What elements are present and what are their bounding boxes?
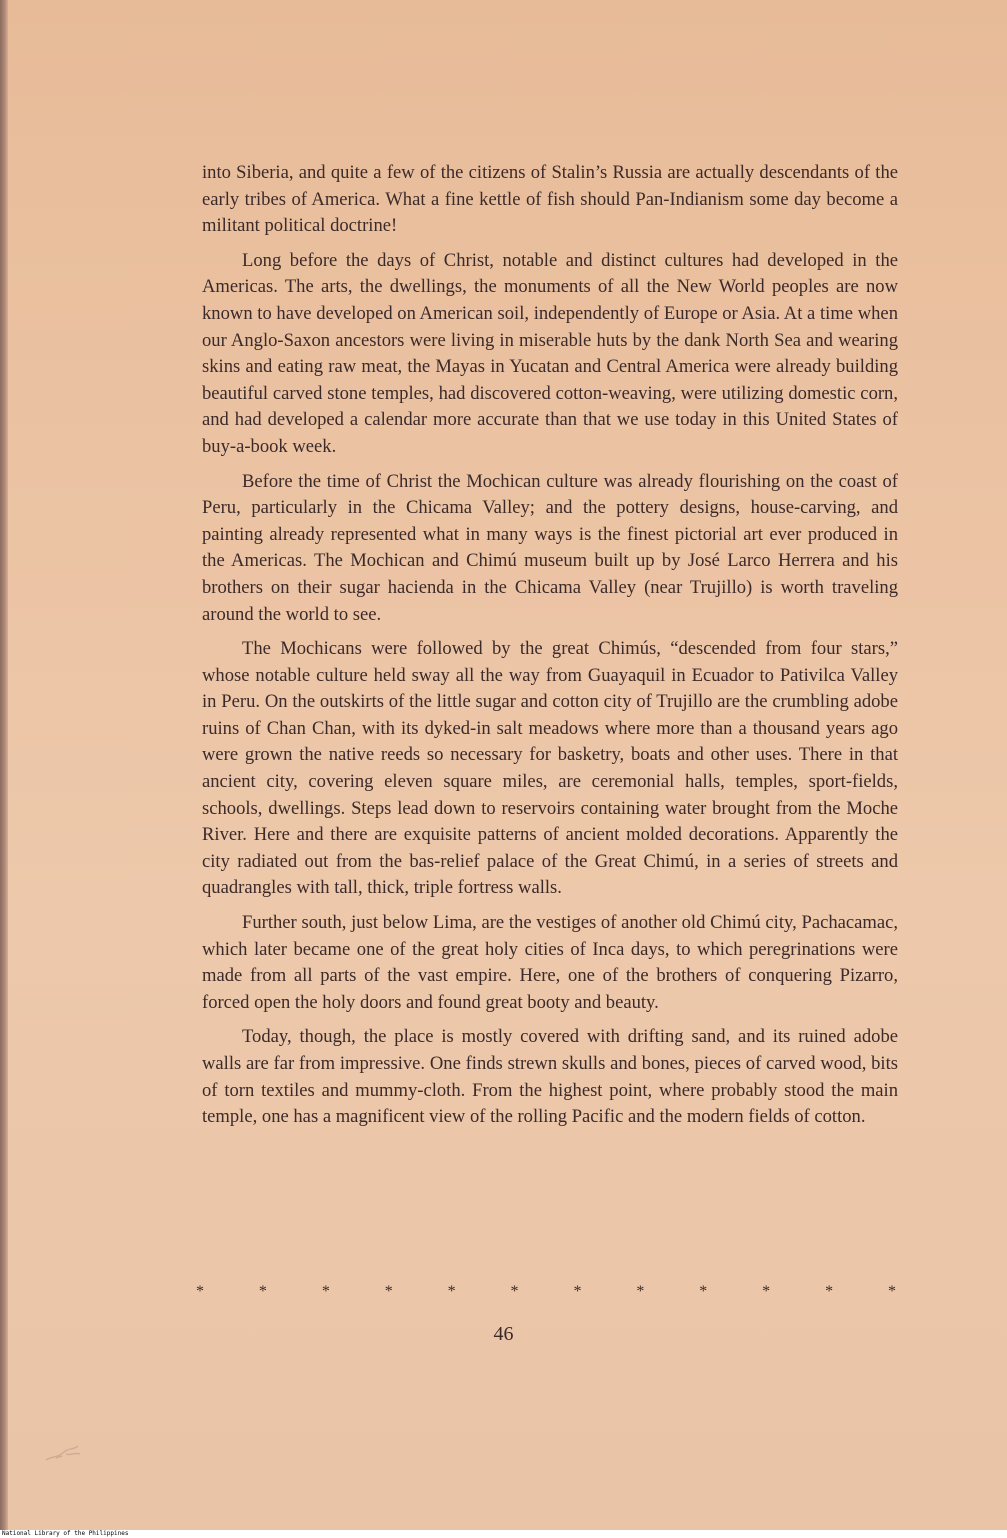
divider-star: * xyxy=(510,1283,519,1300)
divider-star: * xyxy=(762,1283,771,1300)
footer-strip xyxy=(0,1530,1007,1538)
page-number: 46 xyxy=(493,1323,514,1345)
divider-star: * xyxy=(321,1283,330,1300)
divider-star: * xyxy=(825,1283,834,1300)
divider-star: * xyxy=(636,1283,645,1300)
paragraph-5: Further south, just below Lima, are the vestiges of another old Chimú city, Pachacamac, which later became one of the great holy cities of Inca days, to which peregrinations were made from all parts of the vast empire. Here, one of the brothers of conquering Pizarro, forced open the holy doors and found great booty and beauty. xyxy=(202,912,898,1013)
divider-star: * xyxy=(699,1283,708,1300)
divider-star: * xyxy=(447,1283,456,1300)
paragraph-4: The Mochicans were followed by the great Chimús, “descended from four stars,” whose notable culture held sway all the way from Guayaquil in Ecuador to Pativilca Valley in Peru. On the outskirts of the little sugar and cotton city of Trujillo are the crumbling adobe ruins of Chan Chan, with its dyked-in salt meadows where more than a thousand years ago were grown the native reeds so necessary for basketry, boats and other uses. There in that ancient city, covering eleven square miles, are ceremonial halls, temples, sport-fields, schools, dwellings. Steps lead down to reservoirs containing water brought from the Moche River. Here and there are exquisite patterns of ancient molded decorations. Apparently the city radiated out from the bas-relief palace of the Great Chimú, in a series of streets and quadrangles with tall, thick, triple fortress walls. xyxy=(202,638,898,899)
divider-star: * xyxy=(196,1283,204,1300)
paragraph-6: Today, though, the place is mostly covered with drifting sand, and its ruined adobe walls are far from impressive. One finds strewn skulls and bones, pieces of carved wood, bits of torn textiles and mummy-cloth. From the highest point, where probably stood the main temple, one has a magnificent view of the rolling Pacific and the modern fields of cotton. xyxy=(202,1026,898,1128)
divider-star: * xyxy=(887,1283,896,1300)
divider-star: * xyxy=(258,1283,267,1300)
divider-star: * xyxy=(573,1283,582,1300)
body-text xyxy=(202,160,898,1139)
paragraph-3: Before the time of Christ the Mochican culture was already flourishing on the coast of Peru, particularly in the Chicama Valley; and the pottery designs, house-carving, and painting already represented what in many ways is the finest pictorial art ever produced in the Americas. The Mochican and Chimú museum built up by José Larco Herrera and his brothers on their sugar hacienda in the Chicama Valley (near Trujillo) is worth traveling around the world to see. xyxy=(202,470,898,625)
ink-smudge-mark xyxy=(44,1440,90,1466)
divider-star: * xyxy=(384,1283,393,1300)
library-watermark: National Library of the Philippines xyxy=(2,1530,129,1537)
paragraph-2: Long before the days of Christ, notable and distinct cultures had developed in the Americas. The arts, the dwellings, the monuments of all the New World peoples are now known to have developed on American soil, independently of Europe or Asia. At a time when our Anglo-Saxon ancestors were living in miserable huts by the dank North Sea and wearing skins and eating raw meat, the Mayas in Yucatan and Central America were already building beautiful carved stone temples, had discovered cotton-weaving, were utilizing domestic corn, and had developed a calendar more accurate than that we use today in this United States of buy-a-book week. xyxy=(202,249,898,457)
paragraph-1: into Siberia, and quite a few of the citizens of Stalin’s Russia are actually descendants of the early tribes of America. What a fine kettle of fish should Pan-Indianism some day become a militant political doctrine! xyxy=(202,162,898,237)
page-binding-edge xyxy=(0,0,8,1530)
section-divider xyxy=(196,1282,896,1302)
